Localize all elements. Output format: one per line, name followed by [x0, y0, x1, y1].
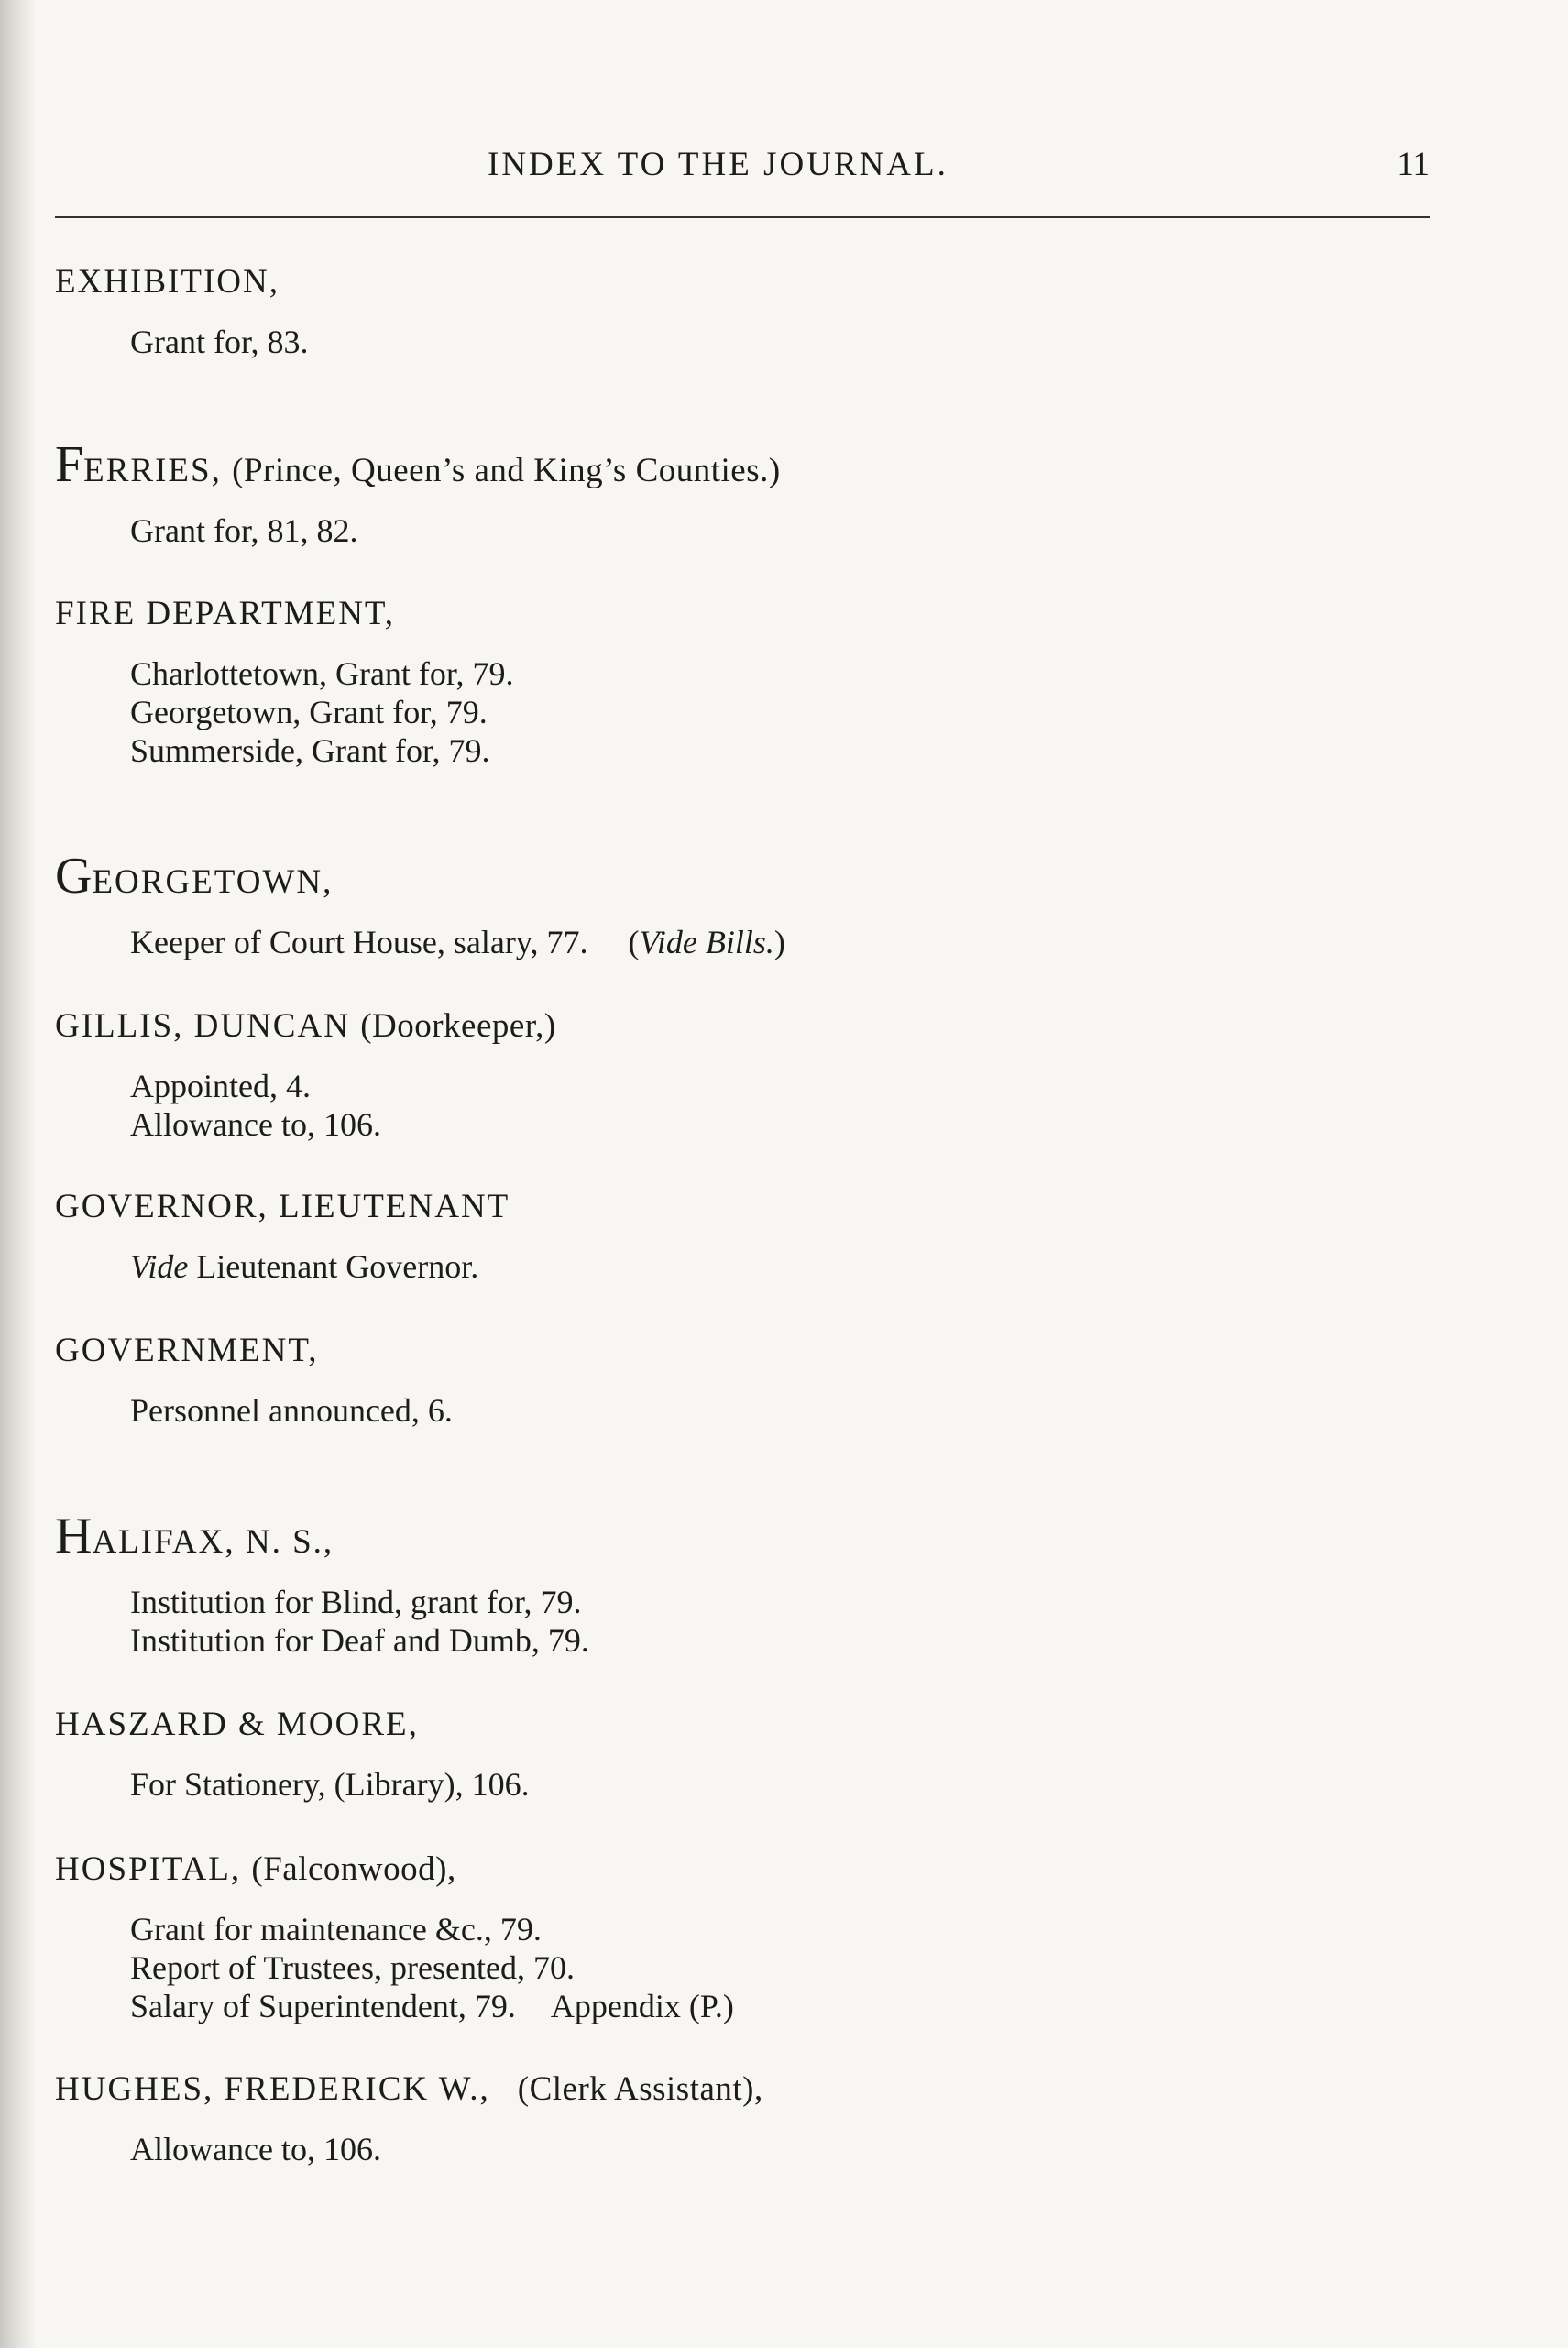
entry-subline: Personnel announced, 6. [130, 1392, 453, 1429]
entry-heading: EXHIBITION, [55, 263, 280, 301]
subline-note: Appendix (P.) [550, 1988, 734, 2024]
index-entry-gillis [55, 1006, 1430, 1144]
page-number: 11 [1397, 146, 1430, 183]
entry-subline: Institution for Blind, grant for, 79. [130, 1584, 582, 1620]
heading-note: (Falconwood), [251, 1850, 456, 1888]
index-entry-ferries [55, 436, 1430, 550]
index-entry-hughes [55, 2069, 1430, 2168]
entry-subline [130, 1247, 1430, 1286]
entry-subline: Report of Trustees, presented, 70. [130, 1949, 575, 1986]
entry-subline: Summerside, Grant for, 79. [130, 732, 490, 769]
entry-subline: For Stationery, (Library), 106. [130, 1766, 530, 1803]
index-entry-haszard-moore [55, 1705, 1430, 1804]
subline-italic: Vide [130, 1248, 189, 1285]
entry-subline: Grant for, 81, 82. [130, 512, 358, 549]
subline-text: Keeper of Court House, salary, 77. [130, 924, 588, 960]
subline-text: Salary of Superintendent, 79. [130, 1988, 516, 2024]
heading-main: GILLIS, DUNCAN [55, 1007, 350, 1045]
index-entry-halifax [55, 1508, 1430, 1660]
page-binding-shadow [0, 0, 37, 2348]
entry-heading [55, 1006, 1430, 1047]
heading-initial: G [55, 848, 93, 905]
heading-note: (Clerk Assistant), [517, 2070, 763, 2108]
heading-initial: H [55, 1508, 93, 1564]
entry-subline: Charlottetown, Grant for, 79. [130, 655, 514, 692]
entry-subline: Georgetown, Grant for, 79. [130, 694, 488, 730]
entry-subline: Grant for maintenance &c., 79. [130, 1911, 542, 1948]
entry-subline: Grant for, 83. [130, 324, 309, 360]
entry-heading: FIRE DEPARTMENT, [55, 595, 396, 632]
heading-rest: ALIFAX, N. S., [92, 1523, 334, 1561]
entry-heading [55, 436, 1430, 493]
page-header [55, 145, 1430, 191]
heading-main: HOSPITAL, [55, 1850, 242, 1888]
entry-subline: Institution for Deaf and Dumb, 79. [130, 1622, 589, 1659]
entry-heading: GOVERNMENT, [55, 1332, 319, 1369]
entry-subline: Allowance to, 106. [130, 1106, 381, 1143]
subline-note-italic: Vide Bills. [639, 924, 774, 960]
index-entry-exhibition [55, 262, 1430, 361]
index-entry-government [55, 1331, 1430, 1430]
subline-text: Lieutenant Governor. [196, 1248, 479, 1285]
entry-heading: GOVERNOR, LIEUTENANT [55, 1188, 510, 1225]
index-entry-hospital [55, 1849, 1430, 2025]
heading-note: (Doorkeeper,) [360, 1007, 556, 1045]
index-entry-georgetown [55, 848, 1430, 961]
entry-heading [55, 1849, 1430, 1890]
subline-note-close: ) [773, 924, 785, 960]
entry-heading [55, 1508, 1430, 1564]
index-entry-governor-lieutenant [55, 1187, 1430, 1286]
heading-rest: EORGETOWN, [92, 863, 334, 901]
entry-subline: Allowance to, 106. [130, 2131, 381, 2167]
entry-heading: HASZARD & MOORE, [55, 1706, 419, 1743]
entry-subline: Appointed, 4. [130, 1068, 311, 1104]
heading-initial: F [55, 436, 84, 493]
entry-heading [55, 848, 1430, 905]
index-entry-fire-department [55, 594, 1430, 770]
header-rule [55, 216, 1430, 218]
heading-rest: ERRIES, [83, 452, 222, 489]
subline-note-open: ( [628, 924, 640, 960]
entry-subline [130, 923, 1430, 961]
entry-subline [130, 1987, 1430, 2025]
heading-note: (Prince, Queen’s and King’s Counties.) [232, 452, 781, 489]
running-title: INDEX TO THE JOURNAL. [488, 146, 948, 183]
heading-main: HUGHES, FREDERICK W., [55, 2070, 490, 2108]
entry-heading [55, 2069, 1430, 2110]
